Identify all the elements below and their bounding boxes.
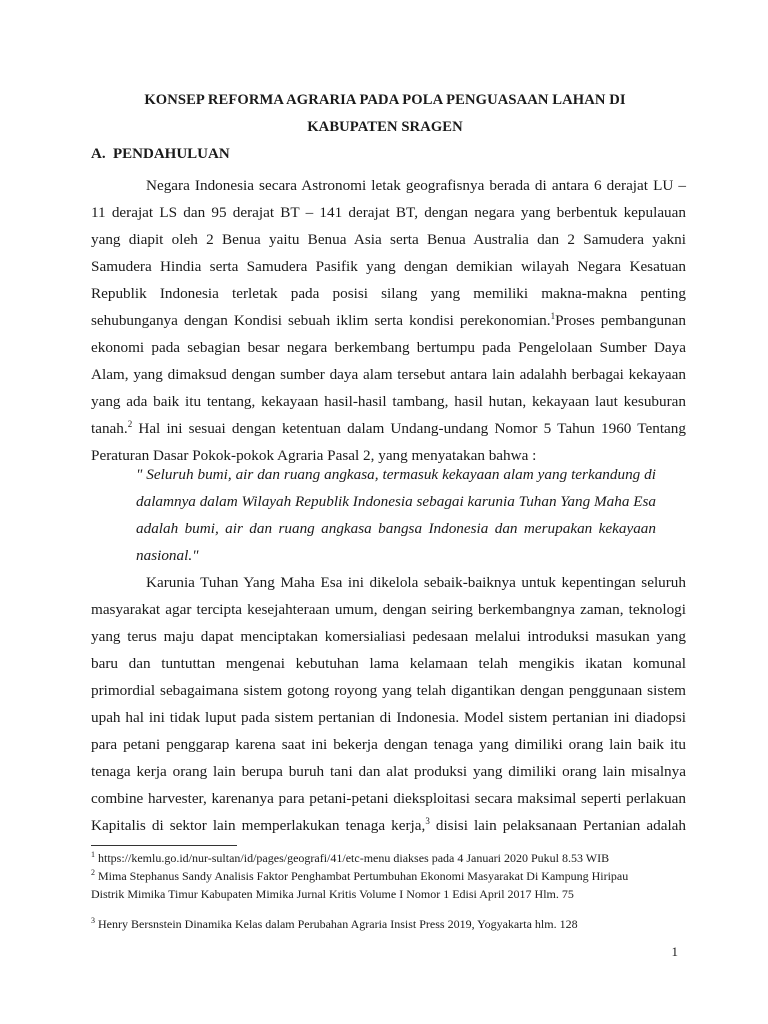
footnote-text: https://kemlu.go.id/nur-sultan/id/pages/geografi/41/etc-menu diakses pada 4 Januari 2020 Pukul 8.53 WIB [95, 851, 610, 865]
paragraph-1 [91, 172, 686, 469]
footnote-3 [91, 916, 671, 933]
footnote-ref-1[interactable]: 1 [550, 310, 556, 321]
footnote-1 [91, 850, 671, 867]
section-heading [91, 146, 230, 163]
footnote-text: Henry Bersnstein Dinamika Kelas dalam Perubahan Agraria Insist Press 2019, Yogyakarta hlm. 128 [95, 917, 578, 931]
paragraph-line: Samudera Hindia serta Samudera Pasifik yang dengan demikian wilayah Negara Kesatuan [91, 258, 686, 275]
paragraph-text: Proses pembangunan [555, 312, 686, 329]
paragraph-line: tenaga kerja orang lain berupa buruh tani dan alat produksi yang dimiliki orang lain misalnya [91, 763, 686, 780]
page-number: 1 [671, 944, 678, 959]
paragraph-line: ekonomi pada sebagian besar negara berkembang bertumpu pada Pengelolaan Sumber Daya [91, 339, 686, 356]
paragraph-line: para petani penggarap karena saat ini bekerja dengan tenaga yang dimiliki orang lain baik itu [91, 736, 686, 753]
footnote-number: 2 [91, 868, 95, 877]
paragraph-line: Peraturan Dasar Pokok-pokok Agraria Pasal 2, yang menyatakan bahwa : [91, 447, 537, 464]
quote-line: nasional." [136, 547, 199, 564]
paragraph-line [91, 415, 686, 442]
paragraph-text: Hal ini sesuai dengan ketentuan dalam Undang-undang Nomor 5 Tahun 1960 Tentang [132, 420, 686, 437]
footnote-number: 3 [91, 916, 95, 925]
paragraph-text: tanah. [91, 420, 128, 437]
paragraph-line: primordial sebagaimana sistem gotong royong yang telah digantikan dengan penggunaan sistem [91, 682, 686, 699]
paragraph-line: yang ada baik itu tentang, kekayaan hasil-hasil tambang, hasil hutan, kekayaan laut kesuburan [91, 393, 686, 410]
paragraph-line [91, 307, 686, 334]
section-number: A. [91, 146, 106, 162]
paragraph-2 [91, 569, 686, 839]
paragraph-line: Negara Indonesia secara Astronomi letak geografisnya berada di antara 6 derajat LU – [146, 177, 686, 194]
paragraph-line: yang diapit oleh 2 Benua yaitu Benua Asia serta Benua Australia dan 2 Samudera yakni [91, 231, 686, 248]
footnote-2 [91, 868, 671, 885]
paragraph-text: sehubunganya dengan Kondisi sebuah iklim serta kondisi perekonomian. [91, 312, 551, 329]
paragraph-line: combine harvester, karenanya para petani-petani dieksploitasi secara maksimal seperti perlakuan [91, 790, 686, 807]
paragraph-line: Alam, yang dimaksud dengan sumber daya alam tersebut antara lain adalahh berbagai kekayaan [91, 366, 686, 383]
footnote-text: Distrik Mimika Timur Kabupaten Mimika Jurnal Kritis Volume I Nomor 1 Edisi April 2017 Hlm. 75 [91, 887, 574, 901]
section-title: PENDAHULUAN [113, 146, 230, 162]
paragraph-line: upah hal ini tidak luput pada sistem pertanian di Indonesia. Model sistem pertanian ini diadopsi [91, 709, 686, 726]
footnote-2-continued [91, 886, 671, 903]
paragraph-text: disisi lain pelaksanaan Pertanian adalah [429, 817, 687, 834]
document-title-line-2: KABUPATEN SRAGEN [307, 119, 463, 135]
footnote-ref-3[interactable]: 3 [425, 815, 430, 826]
paragraph-line: baru dan tuntuttan mengenai kebutuhan lama kelamaan telah mengikis ikatan komunal [91, 655, 686, 672]
legal-quote [136, 461, 656, 569]
paragraph-line: Karunia Tuhan Yang Maha Esa ini dikelola sebaik-baiknya untuk kepentingan seluruh [146, 574, 686, 591]
quote-line: adalah bumi, air dan ruang angkasa bangsa Indonesia dan merupakan kekayaan [136, 520, 656, 537]
footnote-number: 1 [91, 850, 95, 859]
paragraph-text: Kapitalis di sektor lain memperlakukan tenaga kerja, [91, 817, 426, 834]
paragraph-line: masyarakat agar tercipta kesejahteraan umum, dengan seiring berkembangnya zaman, teknologi [91, 601, 686, 618]
quote-line: " Seluruh bumi, air dan ruang angkasa, termasuk kekayaan alam yang terkandung di [136, 466, 656, 483]
footnote-separator [91, 845, 237, 846]
document-title-line-1: KONSEP REFORMA AGRARIA PADA POLA PENGUASAAN LAHAN DI [144, 92, 626, 108]
footnote-ref-2[interactable]: 2 [127, 418, 133, 429]
paragraph-line: Republik Indonesia terletak pada posisi silang yang memiliki makna-makna penting [91, 285, 686, 302]
paragraph-line [91, 812, 686, 839]
paragraph-line: 11 derajat LS dan 95 derajat BT – 141 derajat BT, dengan negara yang berbentuk kepulauan [91, 204, 686, 221]
footnotes [91, 850, 671, 933]
paragraph-line: yang terus maju dapat menciptakan komersialiasi pedesaan melalui introduksi masukan yang [91, 628, 686, 645]
footnote-text: Mima Stephanus Sandy Analisis Faktor Penghambat Pertumbuhan Ekonomi Masyarakat Di Kampung Hiripau [95, 869, 629, 883]
quote-line: dalamnya dalam Wilayah Republik Indonesia sebagai karunia Tuhan Yang Maha Esa [136, 493, 657, 510]
